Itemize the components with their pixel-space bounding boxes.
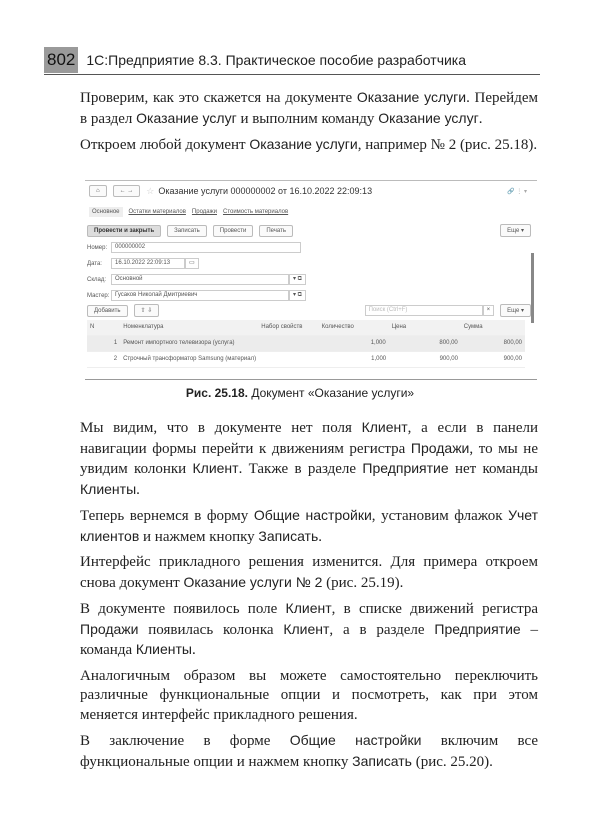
body-text	[80, 418, 538, 778]
tab-cost[interactable]: Стоимость материалов	[222, 209, 289, 215]
table-more-button[interactable]: Еще ▾	[500, 304, 531, 317]
window-title: Оказание услуги 000000002 от 16.10.2022 22:09:13	[158, 186, 373, 196]
master-label: Мастер:	[87, 292, 110, 299]
paragraph	[80, 135, 538, 156]
cell-n: 2	[113, 356, 118, 362]
ui-term: Клиент	[285, 600, 332, 616]
text-run: .	[192, 642, 196, 658]
post-close-button[interactable]: Провести и закрыть	[87, 225, 161, 237]
cell-sum: 900,00	[503, 356, 522, 362]
cell-props	[259, 352, 319, 367]
text-run: .	[318, 528, 322, 545]
col-n[interactable]: N	[90, 324, 95, 330]
intro-text	[80, 88, 538, 162]
cell-props	[258, 336, 318, 351]
text-run: . Также в разделе	[238, 461, 363, 477]
window-menu-icons[interactable]: 🔗 ⋮ ▾	[507, 188, 527, 195]
paragraph	[80, 667, 538, 726]
date-field[interactable]: 16.10.2022 22:09:13	[111, 258, 185, 269]
table-row[interactable]	[87, 352, 525, 368]
ui-term: Учет клиентов	[80, 507, 538, 544]
clear-search-icon[interactable]: ×	[483, 305, 495, 316]
ui-term: Общие настройки	[289, 732, 422, 748]
figure-caption	[0, 386, 600, 400]
date-label: Дата:	[87, 260, 102, 267]
ui-term: Клиенты	[80, 480, 137, 497]
ui-term: Клиент	[283, 620, 330, 637]
text-run: Интерфейс прикладного решения изменится. Для примера откроем снова документ	[80, 554, 538, 591]
back-icon[interactable]: ← →	[113, 185, 141, 197]
ui-term: Клиент	[361, 419, 408, 435]
text-run: и нажмем кнопку	[139, 528, 259, 545]
text-run: .	[136, 481, 140, 498]
figure-text: Документ «Оказание услуги»	[247, 386, 415, 400]
text-run: , в списке движений регистра	[331, 601, 538, 617]
add-button[interactable]: Добавить	[87, 305, 128, 317]
paragraph	[80, 506, 538, 547]
text-run: , установим флажок	[371, 508, 509, 524]
text-run: Откроем любой документ	[80, 137, 250, 153]
text-run: нет команды	[448, 461, 539, 477]
text-run: включим все функциональные опции и нажмем кнопку	[80, 733, 538, 770]
text-run: и выполним команду	[236, 110, 379, 127]
master-field[interactable]: Гусаков Николай Дмитриевич	[111, 290, 289, 301]
text-run: Аналогичным образом вы можете самостоятельно переключить различные функциональные опции и посмотреть, как при этом меняется интерфейс прикладного решения.	[80, 667, 538, 723]
cell-qty: 1,000	[370, 340, 386, 346]
text-run: .	[478, 110, 483, 127]
text-run: , например № 2 (рис. 25.18).	[357, 137, 538, 153]
col-item[interactable]: Номенклатура	[123, 324, 164, 330]
page-number: 802	[44, 47, 78, 73]
ui-term: Предприятие	[362, 460, 449, 476]
paragraph	[80, 553, 538, 593]
paragraph	[80, 418, 538, 500]
text-run: , то мы не увидим колонки	[80, 440, 538, 477]
text-run: Проверим, как это скажется на документе	[80, 90, 357, 106]
ui-term: Продажи	[410, 439, 470, 456]
text-run: , а если в панели навигации формы перейти к движениям регистра	[80, 420, 539, 457]
col-sum[interactable]: Сумма	[463, 324, 483, 330]
cell-price: 900,00	[439, 356, 458, 362]
book-title: 1С:Предприятие 8.3. Практическое пособие разработчика	[86, 52, 467, 68]
ui-term: Оказание услуги № 2	[183, 573, 323, 590]
paragraph	[80, 731, 538, 772]
text-run: – команда	[80, 621, 538, 658]
search-input[interactable]: Поиск (Ctrl+F)	[365, 305, 483, 316]
warehouse-label: Склад:	[87, 276, 107, 283]
running-header	[44, 46, 540, 75]
text-run: появилась колонка	[138, 621, 284, 638]
text-run: . Перейдем в раздел	[80, 90, 538, 127]
dropdown-icon[interactable]: ▾ ⧉	[289, 290, 306, 301]
more-button[interactable]: Еще ▾	[500, 224, 531, 237]
paragraph	[80, 599, 538, 661]
col-props[interactable]: Набор свойств	[261, 324, 303, 330]
cell-qty: 1,000	[371, 356, 387, 362]
tab-materials[interactable]: Остатки материалов	[128, 209, 186, 215]
tab-main[interactable]: Основное	[89, 207, 123, 217]
star-icon[interactable]: ☆	[146, 185, 155, 196]
cell-item: Ремонт импортного телевизора (услуга)	[123, 340, 235, 346]
ui-term: Оказание услуги	[356, 89, 467, 105]
save-button[interactable]: Записать	[167, 225, 207, 237]
print-button[interactable]: Печать	[259, 225, 293, 237]
ui-term: Оказание услуг	[136, 109, 237, 126]
post-button[interactable]: Провести	[213, 225, 254, 237]
cell-price: 800,00	[439, 340, 458, 346]
ui-term: Предприятие	[434, 620, 521, 637]
calendar-icon[interactable]: ▭	[185, 258, 199, 269]
figure-label: Рис. 25.18.	[185, 386, 248, 400]
ui-term: Записать	[258, 527, 319, 544]
col-price[interactable]: Цена	[391, 324, 407, 330]
text-run: , а в разделе	[329, 621, 435, 638]
table-header	[87, 320, 525, 336]
ui-term: Клиенты	[135, 641, 192, 657]
tab-sales[interactable]: Продажи	[191, 209, 217, 215]
text-run: (рис. 25.19).	[322, 574, 404, 591]
text-run: В заключение в форме	[80, 733, 290, 749]
scrollbar[interactable]	[531, 253, 534, 323]
text-run: (рис. 25.20).	[411, 753, 493, 770]
col-qty[interactable]: Количество	[321, 324, 354, 330]
ui-term: Оказание услуги	[249, 136, 358, 152]
form-tabs	[89, 207, 537, 217]
items-table	[87, 320, 525, 368]
table-row[interactable]	[87, 336, 525, 352]
text-run: Мы видим, что в документе нет поля	[80, 420, 362, 436]
dropdown-icon[interactable]: ▾ ⧉	[289, 274, 306, 285]
ui-term: Продажи	[80, 620, 139, 637]
ui-term: Оказание услуг	[378, 109, 479, 126]
cell-sum: 800,00	[503, 340, 523, 346]
number-label: Номер:	[87, 244, 108, 251]
cell-item: Строчный трансформатор Samsung (материал)	[123, 356, 257, 362]
text-run: Теперь вернемся в форму	[80, 508, 254, 524]
document-screenshot	[85, 180, 537, 380]
ui-term: Записать	[352, 752, 412, 769]
warehouse-field[interactable]: Основной	[111, 274, 289, 285]
cell-n: 1	[113, 340, 118, 346]
ui-term: Клиент	[192, 460, 239, 476]
text-run: В документе появилось поле	[80, 601, 286, 617]
move-up-down-icon[interactable]: ⇧ ⇩	[134, 304, 160, 317]
home-icon[interactable]: ⌂	[89, 185, 107, 197]
number-field[interactable]: 000000002	[111, 242, 301, 253]
paragraph	[80, 88, 538, 129]
ui-term: Общие настройки	[253, 507, 372, 523]
